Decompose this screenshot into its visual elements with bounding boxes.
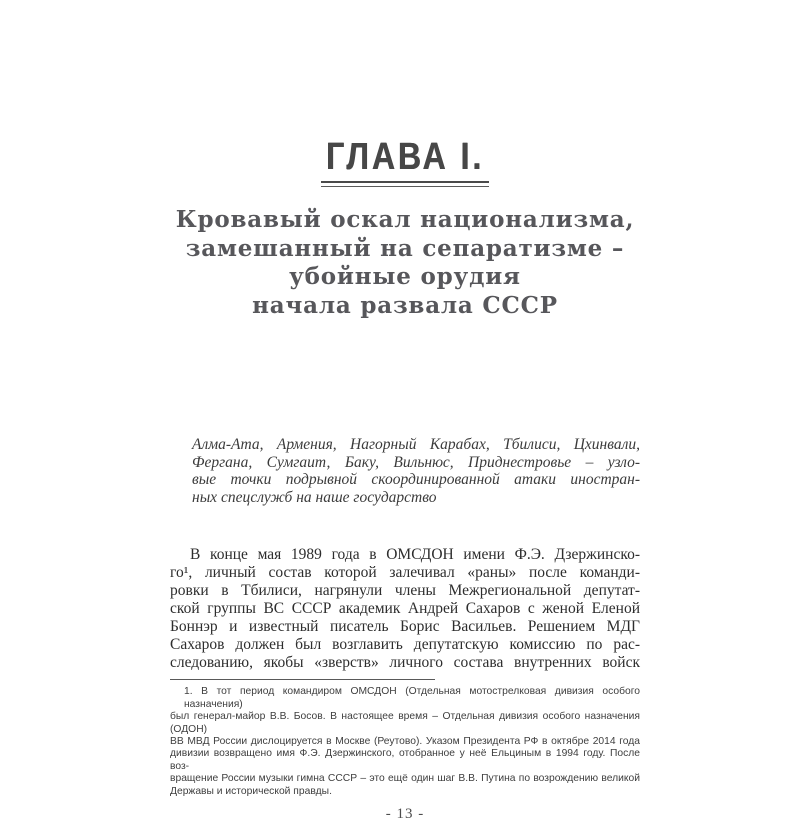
heading-line: начала развала СССР (252, 291, 558, 319)
body-line: следованию, якобы «зверств» личного состава внутренних войск (170, 654, 640, 672)
footnote-line: дивизии возвращено имя Ф.Э. Дзержинского, отобранное у неё Ельциным в 1994 году. После воз- (170, 748, 640, 772)
body-line: ской группы ВС СССР академик Андрей Сахаров с женой Еленой (170, 600, 640, 618)
epigraph-line: Фергана, Сумгаит, Баку, Вильнюс, Приднестровье – узло- (192, 453, 640, 471)
body-line: Боннэр и известный писатель Борис Васильев. Решением МДГ (170, 618, 640, 636)
footnote-separator (170, 679, 435, 680)
text-column (170, 0, 640, 823)
body-line: го¹, личный состав которой залечивал «раны» после команди- (170, 564, 640, 582)
footnote-line: был генерал-майор В.В. Босов. В настоящее время – Отдельная дивизия особого назначения (ОДОН) (170, 711, 640, 735)
body-line: ровки в Тбилиси, нагрянули члены Межрегиональной депутат- (170, 582, 640, 600)
chapter-heading (170, 206, 640, 320)
chapter-title: ГЛАВА I. (325, 135, 485, 178)
footnote-line: Державы и исторической правды. (170, 785, 332, 797)
epigraph (192, 436, 640, 506)
body-line: Сахаров должен был возглавить депутатскую комиссию по рас- (170, 636, 640, 654)
heading-line: замешанный на сепаратизме – (185, 234, 625, 262)
heading-line: убойные орудия (289, 263, 521, 290)
body-paragraph (170, 546, 640, 672)
epigraph-line: ных спецслужб на наше государство (192, 488, 437, 506)
chapter-title-underline (321, 181, 489, 187)
epigraph-line: вые точки подрывной скоординированной атаки иностран- (192, 471, 640, 489)
heading-line: Кровавый оскал национализма, (175, 206, 635, 233)
footnote (170, 686, 640, 798)
epigraph-line: Алма-Ата, Армения, Нагорный Карабах, Тбилиси, Цхинвали, (192, 436, 640, 453)
footnote-line: 1. В тот период командиром ОМСДОН (Отдельная мотострелковая дивизия особого назначения) (184, 686, 640, 710)
footnote-line: ВВ МВД России дислоцируется в Москве (Реутово). Указом Президента РФ в октябре 2014 года (170, 736, 640, 747)
page-number: - 13 - (385, 806, 425, 823)
footnote-line: вращение России музыки гимна СССР – это ещё один шаг В.В. Путина по возрождению великой (170, 773, 640, 785)
body-line: В конце мая 1989 года в ОМСДОН имени Ф.Э. Дзержинско- (190, 546, 640, 564)
